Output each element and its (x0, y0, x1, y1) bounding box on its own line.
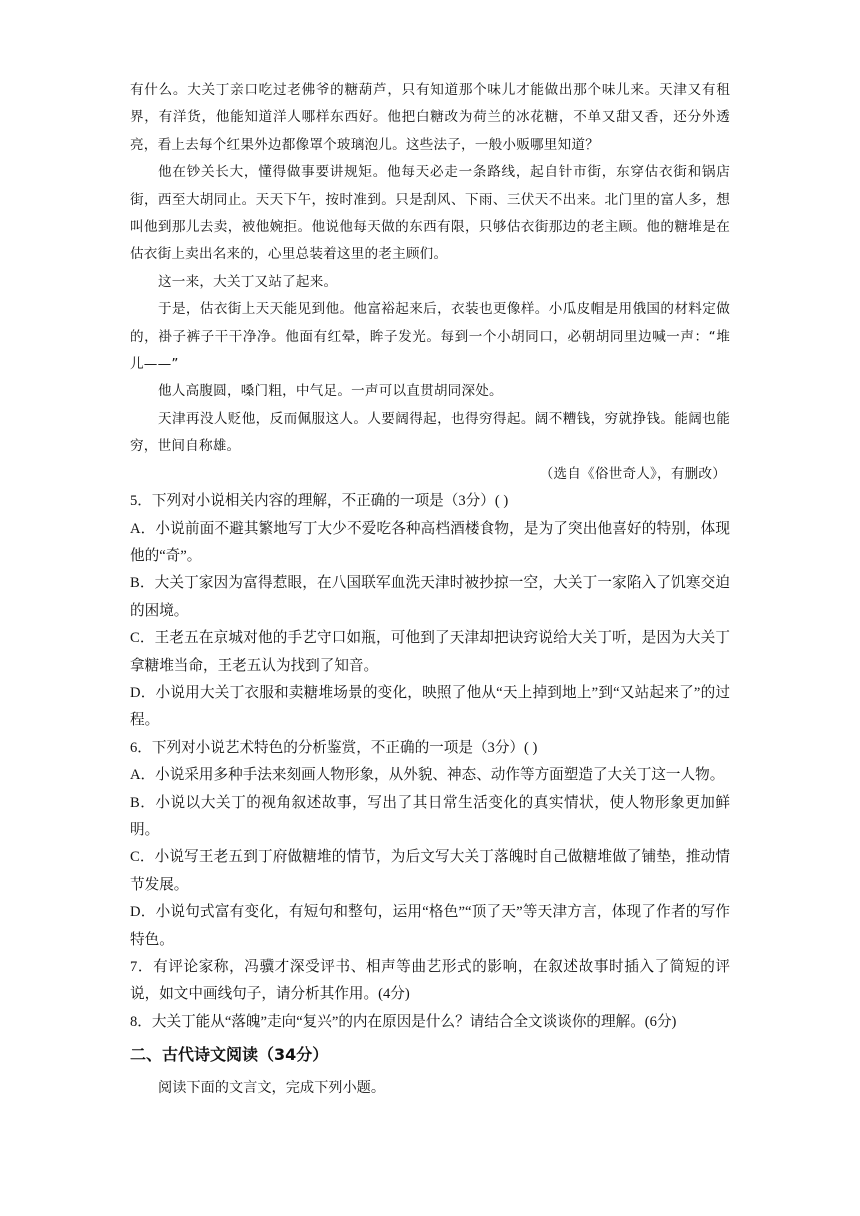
question-6-option-a: A．小说采用多种手法来刻画人物形象，从外貌、神态、动作等方面塑造了大关丁这一人物。 (130, 767, 725, 784)
question-8: 8．大关丁能从“落魄”走向“复兴”的内在原因是什么？请结合全文谈谈你的理解。(6分) (130, 1013, 677, 1030)
section-heading: 二、古代诗文阅读（34分） (130, 1045, 329, 1065)
content-column (130, 77, 730, 1105)
story-paragraph-3: 这一来，大关丁又站了起来。 (158, 273, 338, 290)
question-6-stem: 6．下列对小说艺术特色的分析鉴赏，不正确的一项是（3分）( ) (130, 739, 538, 756)
question-5-option-b: B．大关丁家因为富得惹眼，在八国联军血洗天津时被抄掠一空，大关丁一家陷入了饥寒交迫的困境。 (130, 575, 730, 619)
question-5-stem: 5．下列对小说相关内容的理解，不正确的一项是（3分）( ) (130, 493, 509, 510)
question-5-option-a: A．小说前面不避其繁地写丁大少不爱吃各种高档酒楼食物，是为了突出他喜好的特别，体现他的“奇”。 (130, 520, 730, 564)
question-6-option-b: B．小说以大关丁的视角叙述故事，写出了其日常生活变化的真实情状，使人物形象更加鲜明。 (130, 794, 730, 838)
story-paragraph-2: 他在钞关长大，懂得做事要讲规矩。他每天必走一条路线，起自针市街，东穿估衣街和锅店街，西至大胡同止。天天下午，按时准到。只是刮风、下雨、三伏天不出来。北门里的富人多，想叫他到那儿去卖，被他婉拒。他说他每天做的东西有限，只够估衣街那边的老主顾。他的糖堆是在估衣街上卖出名来的，心里总装着这里的老主顾们。 (130, 164, 730, 263)
question-7: 7．有评论家称，冯骥才深受评书、相声等曲艺形式的影响，在叙述故事时插入了简短的评说，如文中画线句子，请分析其作用。(4分) (130, 959, 730, 1003)
story-excerpt (130, 77, 730, 488)
question-5-option-c: C．王老五在京城对他的手艺守口如瓶，可他到了天津却把诀窍说给大关丁听，是因为大关丁拿糖堆当命，王老五认为找到了知音。 (130, 630, 730, 674)
question-6-option-c: C．小说写王老五到丁府做糖堆的情节，为后文写大关丁落魄时自己做糖堆做了铺垫，推动情节发展。 (130, 849, 730, 893)
story-paragraph-1: 有什么。大关丁亲口吃过老佛爷的糖葫芦，只有知道那个味儿才能做出那个味儿来。天津又有租界，有洋货，他能知道洋人哪样东西好。他把白糖改为荷兰的冰花糖，不单又甜又香，还分外透亮，看上去每个红果外边都像罩个玻璃泡儿。这些法子，一般小贩哪里知道？ (130, 82, 730, 153)
story-paragraph-5: 他人高腹圆，嗓门粗，中气足。一声可以直贯胡同深处。 (158, 383, 503, 400)
question-6-option-d: D．小说句式富有变化，有短句和整句，运用“格色”“顶了天”等天津方言，体现了作者的写作特色。 (130, 904, 730, 948)
section-instruction: 阅读下面的文言文，完成下列小题。 (158, 1080, 386, 1097)
story-paragraph-4: 于是，估衣街上天天能见到他。他富裕起来后，衣装也更像样。小瓜皮帽是用俄国的材料定做的，褂子裤子干干净净。他面有红晕，眸子发光。每到一个小胡同口，必朝胡同里边喊一声：“堆儿——” (130, 301, 730, 373)
question-list (130, 488, 730, 1036)
story-paragraph-6: 天津再没人贬他，反而佩服这人。人要阔得起，也得穷得起。阔不糟钱，穷就挣钱。能阔也能穷，世间自称雄。 (130, 410, 730, 455)
story-source: （选自《俗世奇人》，有删改） (539, 465, 726, 482)
question-5-option-d: D．小说用大关丁衣服和卖糖堆场景的变化，映照了他从“天上掉到地上”到“又站起来了”的过程。 (130, 684, 730, 729)
